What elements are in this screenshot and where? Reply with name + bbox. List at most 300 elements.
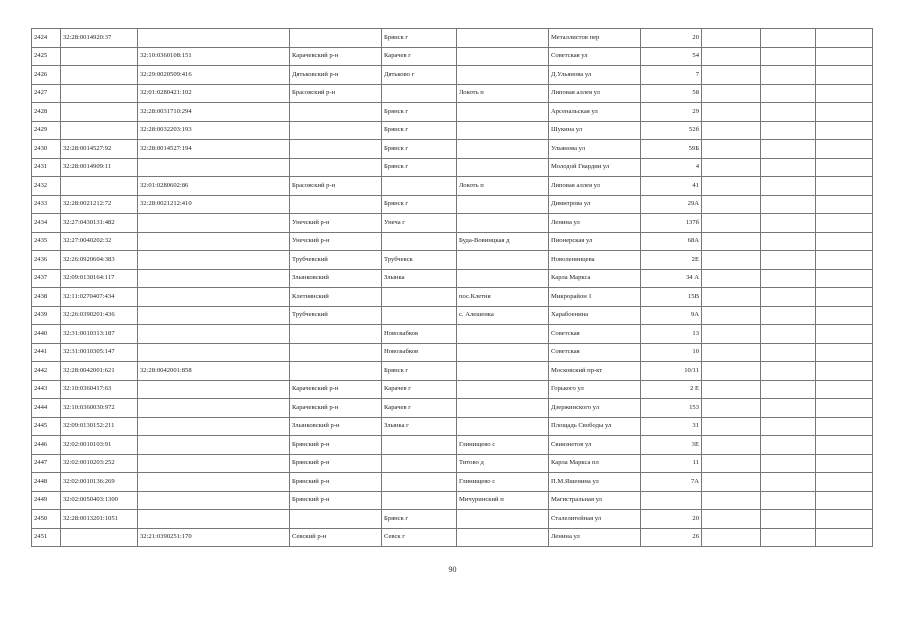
cell-district: Дятьковский р-н (290, 66, 382, 85)
cell-district (290, 158, 382, 177)
cell-cadastral-number-building (138, 29, 290, 48)
cell-extra-col-1 (702, 362, 761, 381)
cell-extra-col-1 (702, 121, 761, 140)
cell-cadastral-number-land: 32:10:0360417:63 (61, 380, 138, 399)
cell-extra-col-1 (702, 29, 761, 48)
cell-settlement (457, 399, 549, 418)
cell-extra-col-1 (702, 158, 761, 177)
cell-row-number: 2430 (32, 140, 61, 159)
cell-city: Новозыбков (382, 343, 457, 362)
cell-house-number: 26 (641, 528, 702, 547)
table-row (32, 103, 873, 122)
cell-row-number: 2440 (32, 325, 61, 344)
cell-row-number: 2448 (32, 473, 61, 492)
cell-extra-col-2 (761, 343, 816, 362)
cell-city (382, 288, 457, 307)
cell-extra-col-2 (761, 214, 816, 233)
cell-row-number: 2432 (32, 177, 61, 196)
table-row (32, 140, 873, 159)
cell-district: Унечский р-н (290, 214, 382, 233)
cell-city (382, 306, 457, 325)
table-row (32, 528, 873, 547)
cell-street: Микрорайон 1 (549, 288, 641, 307)
cell-extra-col-3 (816, 121, 873, 140)
cell-settlement: Глинищево с (457, 473, 549, 492)
table-row (32, 417, 873, 436)
cell-cadastral-number-building (138, 380, 290, 399)
cell-extra-col-2 (761, 140, 816, 159)
cell-extra-col-3 (816, 417, 873, 436)
table-row (32, 214, 873, 233)
cell-extra-col-2 (761, 288, 816, 307)
cell-settlement: Титово д (457, 454, 549, 473)
cell-settlement (457, 269, 549, 288)
cell-street: Ленина ул (549, 528, 641, 547)
cell-row-number: 2443 (32, 380, 61, 399)
cell-extra-col-2 (761, 103, 816, 122)
cell-street: Московский пр-кт (549, 362, 641, 381)
cell-cadastral-number-land: 32:31:0010313:187 (61, 325, 138, 344)
cell-settlement (457, 362, 549, 381)
cell-house-number: 59Б (641, 140, 702, 159)
table-body (32, 29, 873, 547)
cell-street: Металлистов пер (549, 29, 641, 48)
cell-cadastral-number-building: 32:28:0014527:194 (138, 140, 290, 159)
cell-row-number: 2442 (32, 362, 61, 381)
cell-extra-col-3 (816, 380, 873, 399)
cell-house-number: 7 (641, 66, 702, 85)
table-row (32, 288, 873, 307)
cell-row-number: 2450 (32, 510, 61, 529)
cell-street: Карла Маркса пл (549, 454, 641, 473)
cell-district: Унечский р-н (290, 232, 382, 251)
cell-house-number: 4 (641, 158, 702, 177)
cell-city: Трубчевск (382, 251, 457, 270)
cell-row-number: 2436 (32, 251, 61, 270)
cell-row-number: 2424 (32, 29, 61, 48)
cell-extra-col-3 (816, 140, 873, 159)
cell-house-number: 52б (641, 121, 702, 140)
cell-extra-col-3 (816, 528, 873, 547)
cell-cadastral-number-building: 32:28:0042001:858 (138, 362, 290, 381)
cell-row-number: 2434 (32, 214, 61, 233)
cell-street: Советская ул (549, 47, 641, 66)
cell-street: Сталелитейная ул (549, 510, 641, 529)
cell-cadastral-number-land: 32:11:0270407:434 (61, 288, 138, 307)
cell-extra-col-1 (702, 436, 761, 455)
cell-extra-col-2 (761, 232, 816, 251)
cell-cadastral-number-land (61, 66, 138, 85)
cell-district: Брянский р-н (290, 473, 382, 492)
cell-street: Арсенальская ул (549, 103, 641, 122)
cell-city: Злынка г (382, 417, 457, 436)
cell-extra-col-2 (761, 491, 816, 510)
cell-extra-col-1 (702, 343, 761, 362)
cell-district: Карачевский р-н (290, 47, 382, 66)
cell-street: Карла Маркса (549, 269, 641, 288)
cell-extra-col-2 (761, 380, 816, 399)
cell-cadastral-number-building (138, 214, 290, 233)
cell-settlement: Локоть п (457, 177, 549, 196)
cell-district (290, 29, 382, 48)
cell-city (382, 454, 457, 473)
cell-street: Молодой Гвардии ул (549, 158, 641, 177)
cell-settlement: с. Алешенка (457, 306, 549, 325)
cell-cadastral-number-building (138, 158, 290, 177)
cell-settlement: Локоть п (457, 84, 549, 103)
cell-house-number: 68А (641, 232, 702, 251)
cell-extra-col-3 (816, 510, 873, 529)
cell-extra-col-1 (702, 491, 761, 510)
cell-cadastral-number-land: 32:27:0430131:482 (61, 214, 138, 233)
cell-extra-col-1 (702, 103, 761, 122)
cell-extra-col-1 (702, 195, 761, 214)
cell-district (290, 140, 382, 159)
cell-city: Брянск г (382, 362, 457, 381)
cell-settlement: Буда-Вовинцкая д (457, 232, 549, 251)
cell-settlement: Глинищево с (457, 436, 549, 455)
cell-extra-col-3 (816, 436, 873, 455)
cell-row-number: 2427 (32, 84, 61, 103)
cell-extra-col-3 (816, 399, 873, 418)
cell-extra-col-3 (816, 325, 873, 344)
table-row (32, 325, 873, 344)
cell-extra-col-3 (816, 214, 873, 233)
cell-district (290, 121, 382, 140)
cell-extra-col-2 (761, 158, 816, 177)
cell-house-number: 20 (641, 29, 702, 48)
cell-district (290, 195, 382, 214)
cell-house-number: 7А (641, 473, 702, 492)
cell-settlement (457, 158, 549, 177)
cell-settlement (457, 195, 549, 214)
cell-extra-col-2 (761, 177, 816, 196)
cell-district (290, 103, 382, 122)
cell-extra-col-3 (816, 103, 873, 122)
cell-extra-col-2 (761, 251, 816, 270)
cell-house-number: 58 (641, 84, 702, 103)
cell-extra-col-1 (702, 269, 761, 288)
cell-settlement (457, 121, 549, 140)
cell-extra-col-2 (761, 510, 816, 529)
cell-cadastral-number-building (138, 417, 290, 436)
cell-cadastral-number-land: 32:02:0050403:1300 (61, 491, 138, 510)
cell-street: Липовая аллея ул (549, 84, 641, 103)
cell-district: Севский р-н (290, 528, 382, 547)
cell-house-number: 2Е (641, 251, 702, 270)
cell-extra-col-3 (816, 269, 873, 288)
cell-row-number: 2431 (32, 158, 61, 177)
cell-extra-col-1 (702, 84, 761, 103)
cell-settlement: Мичуринский п (457, 491, 549, 510)
cell-city (382, 491, 457, 510)
cell-extra-col-1 (702, 288, 761, 307)
cell-street: Площадь Свободы ул (549, 417, 641, 436)
table-row (32, 232, 873, 251)
cell-cadastral-number-land: 32:02:0010136:269 (61, 473, 138, 492)
cell-extra-col-2 (761, 528, 816, 547)
cell-street: П.М.Яшенина ул (549, 473, 641, 492)
cell-city: Брянск г (382, 29, 457, 48)
cell-house-number: 137б (641, 214, 702, 233)
cell-district: Трубчевский (290, 251, 382, 270)
cell-cadastral-number-land: 32:26:0390201:436 (61, 306, 138, 325)
cell-row-number: 2437 (32, 269, 61, 288)
cell-city: Брянск г (382, 103, 457, 122)
cell-house-number: 54 (641, 47, 702, 66)
cell-cadastral-number-land: 32:27:0040202:32 (61, 232, 138, 251)
cell-settlement: пос.Клетня (457, 288, 549, 307)
cell-cadastral-number-building (138, 491, 290, 510)
cell-row-number: 2445 (32, 417, 61, 436)
cell-extra-col-1 (702, 380, 761, 399)
cell-street: Советская (549, 325, 641, 344)
cell-extra-col-3 (816, 251, 873, 270)
cell-settlement (457, 510, 549, 529)
cell-house-number (641, 491, 702, 510)
cell-street: Горького ул (549, 380, 641, 399)
cell-cadastral-number-building (138, 306, 290, 325)
cell-cadastral-number-building (138, 399, 290, 418)
cell-cadastral-number-building (138, 343, 290, 362)
table-row (32, 121, 873, 140)
cell-settlement (457, 380, 549, 399)
cell-cadastral-number-building: 32:21:0390251:170 (138, 528, 290, 547)
cell-extra-col-3 (816, 454, 873, 473)
cell-extra-col-3 (816, 288, 873, 307)
cell-cadastral-number-building (138, 251, 290, 270)
cell-row-number: 2433 (32, 195, 61, 214)
cell-house-number: 20 (641, 510, 702, 529)
cell-street: Липовая аллея ул (549, 177, 641, 196)
cell-extra-col-2 (761, 121, 816, 140)
cell-cadastral-number-building (138, 232, 290, 251)
cell-city: Брянск г (382, 121, 457, 140)
cell-extra-col-1 (702, 510, 761, 529)
cell-extra-col-2 (761, 306, 816, 325)
cell-street: Новоленинцева (549, 251, 641, 270)
cell-cadastral-number-building: 32:28:0021212:410 (138, 195, 290, 214)
cell-district (290, 343, 382, 362)
cell-city: Брянск г (382, 158, 457, 177)
cell-extra-col-2 (761, 362, 816, 381)
cell-district (290, 325, 382, 344)
table-row (32, 473, 873, 492)
cell-cadastral-number-building: 32:28:0031710:294 (138, 103, 290, 122)
cell-house-number: 29 (641, 103, 702, 122)
cell-cadastral-number-building (138, 288, 290, 307)
cell-extra-col-1 (702, 417, 761, 436)
cell-cadastral-number-land: 32:28:0014527:92 (61, 140, 138, 159)
cell-cadastral-number-building (138, 269, 290, 288)
cell-district: Карачевский р-н (290, 380, 382, 399)
cell-district: Брянский р-н (290, 436, 382, 455)
cell-house-number: 9А (641, 306, 702, 325)
cell-extra-col-3 (816, 158, 873, 177)
cell-cadastral-number-land: 32:10:0360030:972 (61, 399, 138, 418)
cell-settlement (457, 140, 549, 159)
cell-extra-col-1 (702, 528, 761, 547)
cell-extra-col-2 (761, 29, 816, 48)
cell-district: Брянский р-н (290, 454, 382, 473)
table-row (32, 177, 873, 196)
cell-city: Брянск г (382, 195, 457, 214)
cell-city (382, 473, 457, 492)
data-table (31, 28, 873, 547)
cell-extra-col-1 (702, 251, 761, 270)
cell-extra-col-2 (761, 47, 816, 66)
cell-row-number: 2449 (32, 491, 61, 510)
cell-city: Унеча г (382, 214, 457, 233)
cell-extra-col-1 (702, 214, 761, 233)
cell-extra-col-3 (816, 473, 873, 492)
cell-city: Злынка (382, 269, 457, 288)
cell-cadastral-number-building (138, 436, 290, 455)
cell-cadastral-number-building (138, 473, 290, 492)
cell-district: Злынковский (290, 269, 382, 288)
cell-street: Магистральная ул (549, 491, 641, 510)
cell-cadastral-number-land: 32:09:0130152:211 (61, 417, 138, 436)
cell-extra-col-1 (702, 66, 761, 85)
cell-cadastral-number-building: 32:01:0280421:102 (138, 84, 290, 103)
cell-cadastral-number-land: 32:28:0014920:37 (61, 29, 138, 48)
cell-street: Дзержинского ул (549, 399, 641, 418)
cell-extra-col-1 (702, 140, 761, 159)
cell-extra-col-2 (761, 417, 816, 436)
cell-extra-col-3 (816, 306, 873, 325)
cell-cadastral-number-land (61, 84, 138, 103)
cell-extra-col-3 (816, 84, 873, 103)
cell-extra-col-2 (761, 473, 816, 492)
cell-cadastral-number-land: 32:28:0042001:621 (61, 362, 138, 381)
cell-cadastral-number-land (61, 121, 138, 140)
table-row (32, 399, 873, 418)
cell-extra-col-2 (761, 325, 816, 344)
cell-extra-col-3 (816, 66, 873, 85)
cell-house-number: 31 (641, 417, 702, 436)
cell-row-number: 2438 (32, 288, 61, 307)
cell-street: Советская (549, 343, 641, 362)
cell-city (382, 84, 457, 103)
cell-extra-col-2 (761, 66, 816, 85)
cell-row-number: 2451 (32, 528, 61, 547)
table-row (32, 47, 873, 66)
cell-district: Клетнянский (290, 288, 382, 307)
cell-row-number: 2446 (32, 436, 61, 455)
cell-house-number: 10 (641, 343, 702, 362)
cell-district (290, 510, 382, 529)
cell-extra-col-1 (702, 473, 761, 492)
cell-cadastral-number-land: 32:28:0021212:72 (61, 195, 138, 214)
cell-extra-col-1 (702, 47, 761, 66)
cell-street: Ульянова ул (549, 140, 641, 159)
cell-house-number: 13 (641, 325, 702, 344)
cell-city (382, 177, 457, 196)
cell-row-number: 2447 (32, 454, 61, 473)
cell-cadastral-number-building: 32:10:0360108:151 (138, 47, 290, 66)
cell-extra-col-3 (816, 47, 873, 66)
cell-city: Дятьково г (382, 66, 457, 85)
cell-extra-col-2 (761, 84, 816, 103)
cell-house-number: 153 (641, 399, 702, 418)
cell-cadastral-number-land: 32:09:0130164:117 (61, 269, 138, 288)
table-row (32, 380, 873, 399)
cell-cadastral-number-land: 32:28:0013201:1051 (61, 510, 138, 529)
cell-house-number: 3Е (641, 436, 702, 455)
cell-row-number: 2428 (32, 103, 61, 122)
cell-extra-col-2 (761, 195, 816, 214)
cell-city (382, 436, 457, 455)
table-row (32, 362, 873, 381)
cell-city: Брянск г (382, 140, 457, 159)
cell-cadastral-number-land: 32:02:0010203:252 (61, 454, 138, 473)
cell-settlement (457, 29, 549, 48)
cell-row-number: 2426 (32, 66, 61, 85)
cell-street: Д.Ульянова ул (549, 66, 641, 85)
cell-house-number: 29А (641, 195, 702, 214)
cell-cadastral-number-building: 32:01:0280602:86 (138, 177, 290, 196)
cell-cadastral-number-building (138, 454, 290, 473)
cell-extra-col-2 (761, 399, 816, 418)
cell-house-number: 2 Е (641, 380, 702, 399)
cell-district: Злынковский р-н (290, 417, 382, 436)
cell-cadastral-number-building: 32:28:0032203:193 (138, 121, 290, 140)
cell-extra-col-3 (816, 177, 873, 196)
cell-cadastral-number-land: 32:02:0010103:91 (61, 436, 138, 455)
table-row (32, 510, 873, 529)
table-row (32, 306, 873, 325)
cell-extra-col-3 (816, 232, 873, 251)
table-row (32, 66, 873, 85)
table-row (32, 343, 873, 362)
cell-extra-col-1 (702, 399, 761, 418)
cell-settlement (457, 103, 549, 122)
cell-house-number: 11 (641, 454, 702, 473)
cell-house-number: 41 (641, 177, 702, 196)
cell-city: Карачев г (382, 380, 457, 399)
cell-cadastral-number-land: 32:28:0014909:11 (61, 158, 138, 177)
table-row (32, 29, 873, 48)
cell-street: Шукина ул (549, 121, 641, 140)
cell-cadastral-number-land: 32:26:0920604:383 (61, 251, 138, 270)
cell-district: Брасовский р-н (290, 84, 382, 103)
cell-row-number: 2425 (32, 47, 61, 66)
cell-city: Новозыбков (382, 325, 457, 344)
cell-row-number: 2429 (32, 121, 61, 140)
cell-extra-col-3 (816, 195, 873, 214)
table-row (32, 158, 873, 177)
cell-street: Ленина ул (549, 214, 641, 233)
cell-cadastral-number-land (61, 47, 138, 66)
cell-settlement (457, 66, 549, 85)
table-row (32, 436, 873, 455)
cell-extra-col-1 (702, 325, 761, 344)
cell-house-number: 10/11 (641, 362, 702, 381)
table-row (32, 269, 873, 288)
cell-street: Харабоенина (549, 306, 641, 325)
cell-house-number: 34 А (641, 269, 702, 288)
table-row (32, 454, 873, 473)
cell-settlement (457, 417, 549, 436)
cell-extra-col-1 (702, 306, 761, 325)
cell-district: Трубчевский (290, 306, 382, 325)
cell-city (382, 232, 457, 251)
cell-district (290, 362, 382, 381)
cell-cadastral-number-land (61, 103, 138, 122)
cell-settlement (457, 325, 549, 344)
table-row (32, 84, 873, 103)
cell-house-number: 15В (641, 288, 702, 307)
